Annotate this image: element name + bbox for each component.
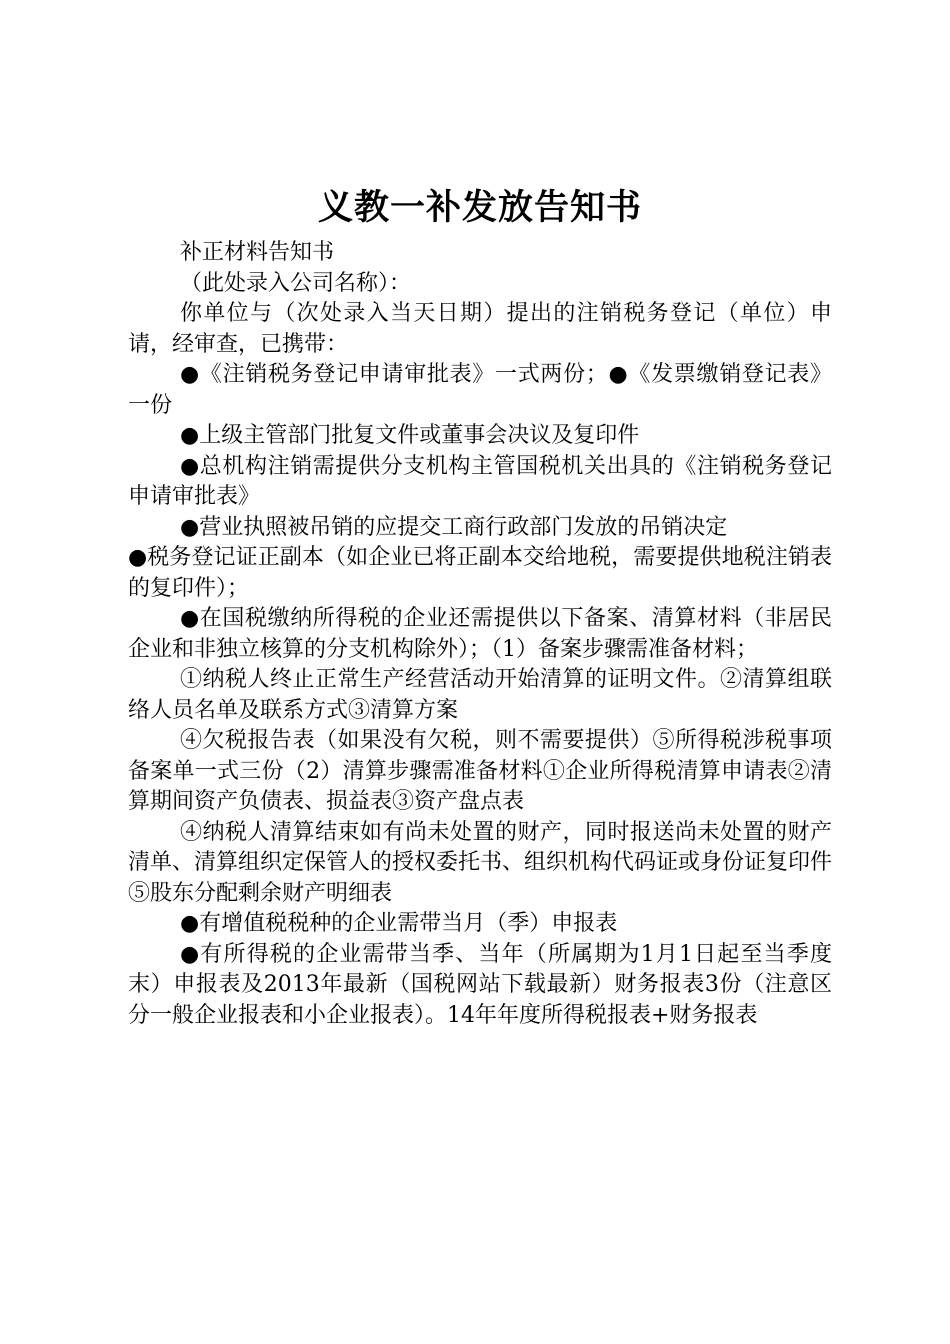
paragraph-item-vat-report: ●有增值税税种的企业需带当月（季）申报表 (180, 911, 618, 936)
document-title: 义教一补发放告知书 (317, 187, 642, 228)
paragraph-filing-steps-1: ①纳税人终止正常生产经营活动开始清算的证明文件。②清算组联络人员名单及联系方式③清算方案 (128, 667, 832, 723)
paragraph-filing-steps-2: ④欠税报告表（如果没有欠税，则不需要提供）⑤所得税涉税事项备案单一式三份（2）清算步骤需准备材料①企业所得税清算申请表②清算期间资产负债表、损益表③资产盘点表 (128, 728, 832, 814)
paragraph-item-board-resolution: ●上级主管部门批复文件或董事会决议及复印件 (180, 423, 640, 448)
paragraph-item-income-tax-report: ●有所得税的企业需带当季、当年（所属期为1月1日起至当季度末）申报表及2013年最新（国税网站下载最新）财务报表3份（注意区分一般企业报表和小企业报表）。14年年度所得税报表+财务报表 (128, 941, 832, 1028)
paragraph-intro: 你单位与（次处录入当天日期）提出的注销税务登记（单位）申请，经审查，已携带： (128, 301, 832, 357)
paragraph-item-tax-certificate: ●税务登记证正副本（如企业已将正副本交给地税，需要提供地税注销表的复印件）； (128, 545, 832, 601)
paragraph-item-head-office: ●总机构注销需提供分支机构主管国税机关出具的《注销税务登记申请审批表》 (128, 453, 832, 509)
paragraph-item-income-tax-filing: ●在国税缴纳所得税的企业还需提供以下备案、清算材料（非居民企业和非独立核算的分支机构除外）；（1）备案步骤需准备材料； (128, 606, 832, 662)
paragraph-filing-steps-3: ④纳税人清算结束如有尚未处置的财产，同时报送尚未处置的财产清单、清算组织定保管人的授权委托书、组织机构代码证或身份证复印件⑤股东分配剩余财产明细表 (128, 819, 833, 906)
paragraph-item-approval-forms: ●《注销税务登记申请审批表》一式两份；●《发票缴销登记表》一份 (128, 362, 832, 418)
paragraph-item-revoked-license: ●营业执照被吊销的应提交工商行政部门发放的吊销决定 (180, 514, 728, 540)
document-page (128, 184, 832, 1031)
paragraph-addressee: （此处录入公司名称）： (180, 270, 412, 296)
paragraph-heading: 补正材料告知书 (180, 240, 335, 265)
